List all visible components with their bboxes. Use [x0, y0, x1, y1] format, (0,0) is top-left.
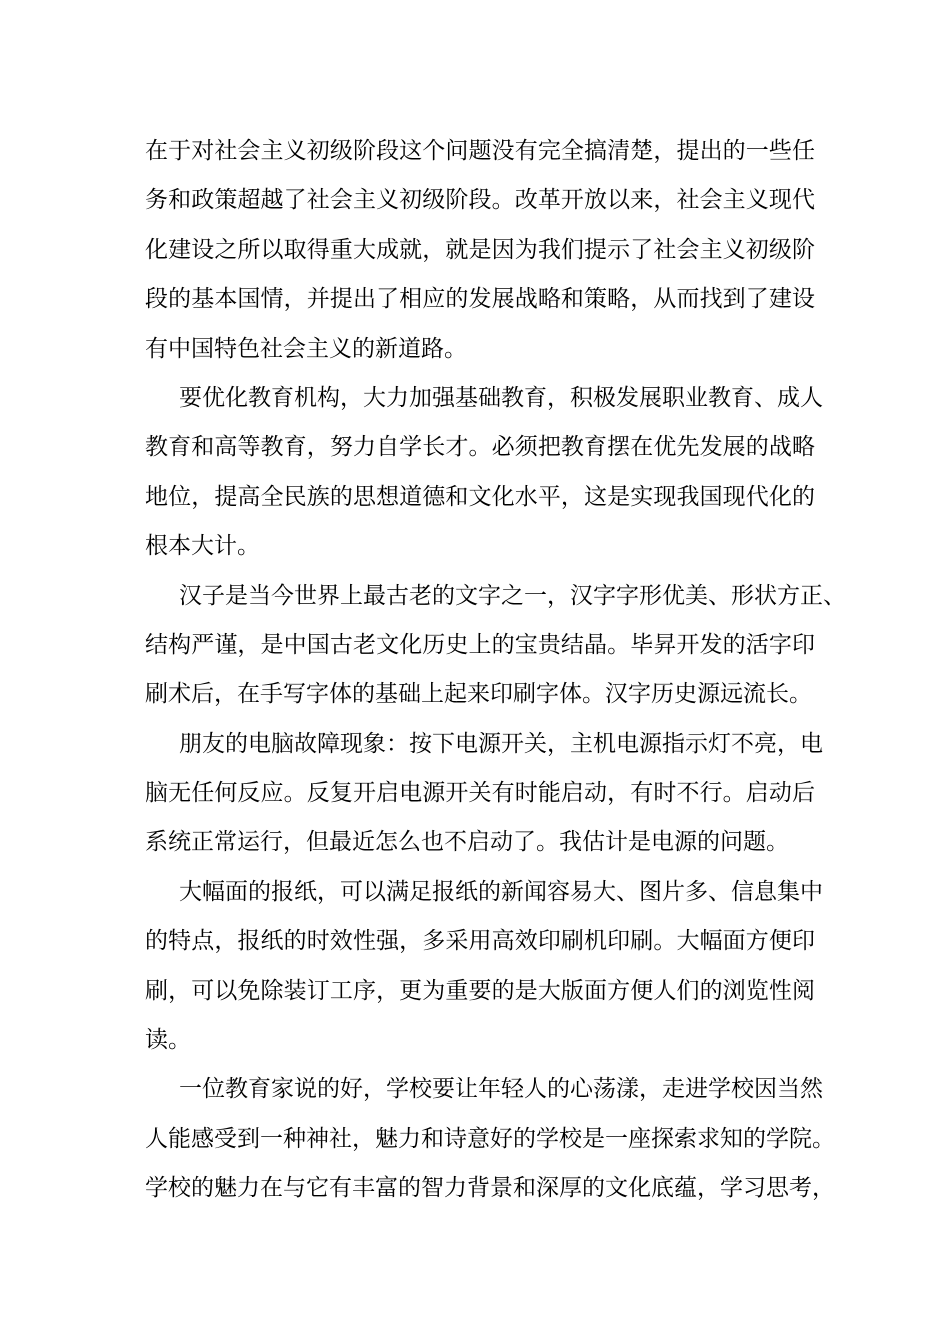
text-line: 在于对社会主义初级阶段这个问题没有完全搞清楚，提出的一些任: [145, 138, 815, 164]
text-line: 朋友的电脑故障现象：按下电源开关，主机电源指示灯不亮，电: [179, 730, 823, 757]
text-line: 段的基本国情，并提出了相应的发展战略和策略，从而找到了建设: [145, 286, 815, 313]
text-line: 刷术后，在手写字体的基础上起来印刷字体。汉字历史源远流长。: [145, 681, 812, 708]
paragraph-1: [145, 127, 815, 374]
text-line: 务和政策超越了社会主义初级阶段。改革开放以来，社会主义现代: [145, 187, 815, 214]
paragraph-4: [145, 720, 823, 868]
text-line: 汉子是当今世界上最古老的文字之一，汉字字形优美、形状方正、: [179, 582, 846, 609]
text-line: 读。: [145, 1027, 191, 1054]
text-line: 地位，提高全民族的思想道德和文化水平，这是实现我国现代化的: [145, 483, 815, 510]
text-line: 化建设之所以取得重大成就，就是因为我们提示了社会主义初级阶: [145, 236, 815, 263]
text-line: 一位教育家说的好，学校要让年轻人的心荡漾，走进学校因当然: [179, 1076, 823, 1103]
paragraph-6: [145, 1065, 835, 1213]
paragraph-3: [145, 572, 846, 720]
text-line: 结构严谨，是中国古老文化历史上的宝贵结晶。毕昇开发的活字印: [145, 631, 815, 658]
text-line: 有中国特色社会主义的新道路。: [145, 335, 467, 362]
text-line: 刷，可以免除装订工序，更为重要的是大版面方便人们的浏览性阅: [145, 977, 815, 1004]
text-line: 教育和高等教育，努力自学长才。必须把教育摆在优先发展的战略: [145, 434, 815, 461]
text-line: 的特点，报纸的时效性强，多采用高效印刷机印刷。大幅面方便印: [145, 928, 815, 955]
document-body: [145, 127, 846, 1214]
paragraph-2: [145, 374, 823, 572]
text-line: 大幅面的报纸，可以满足报纸的新闻容易大、图片多、信息集中: [179, 878, 823, 905]
text-line: 要优化教育机构，大力加强基础教育，积极发展职业教育、成人: [179, 384, 823, 411]
text-line: 脑无任何反应。反复开启电源开关有时能启动，有时不行。启动后: [145, 780, 815, 807]
text-line: 学校的魅力在与它有丰富的智力背景和深厚的文化底蕴，学习思考，: [145, 1175, 835, 1202]
text-line: 人能感受到一种神社，魅力和诗意好的学校是一座探索求知的学院。: [145, 1125, 835, 1152]
text-line: 根本大计。: [145, 533, 260, 560]
paragraph-5: [145, 868, 823, 1066]
text-line: 系统正常运行，但最近怎么也不启动了。我估计是电源的问题。: [145, 829, 789, 856]
